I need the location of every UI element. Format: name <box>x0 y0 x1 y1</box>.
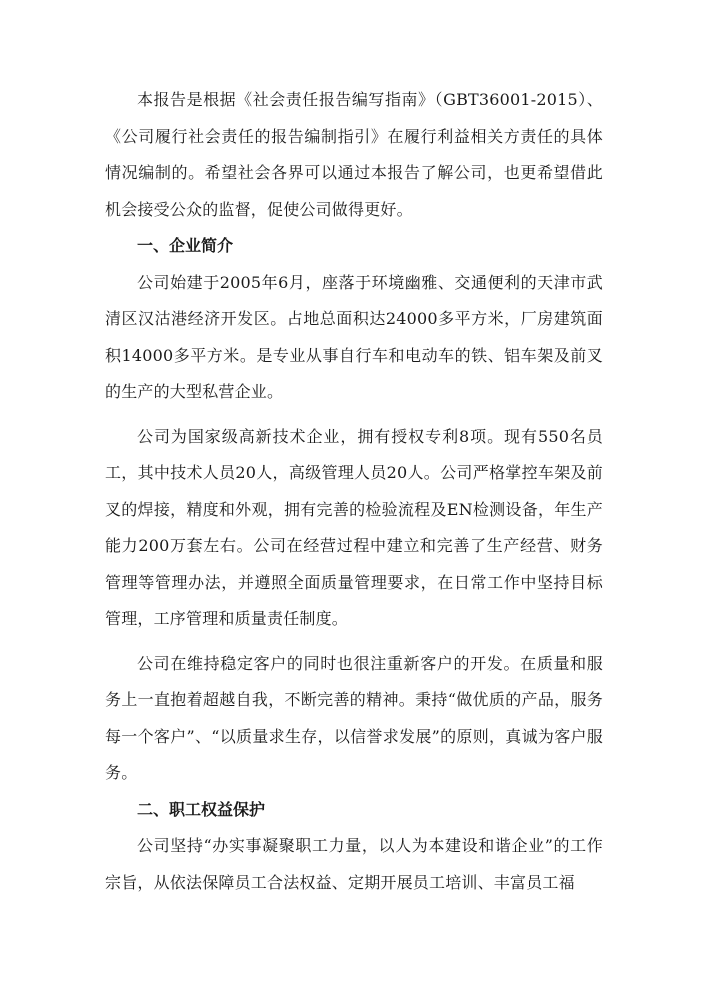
paragraph-gap <box>105 638 603 646</box>
company-profile-paragraph-1: 公司始建于2005年6月，座落于环境幽雅、交通便利的天津市武清区汉沽港经济开发区。占地总面积达24000多平方米，厂房建筑面积14000多平方米。是专业从事自行车和电动车的铁、铝车架及前叉的生产的大型私营企业。 <box>105 272 603 401</box>
intro-paragraph: 本报告是根据《社会责任报告编写指南》（GBT36001-2015）、《公司履行社会责任的报告编制指引》在履行利益相关方责任的具体情况编制的。希望社会各界可以通过本报告了解公司，也更希望借此机会接受公众的监督，促使公司做得更好。 <box>105 90 603 219</box>
paragraph-gap <box>105 411 603 419</box>
employee-rights-paragraph-1: 公司坚持“办实事凝聚职工力量，以人为本建设和谐企业”的工作宗旨，从依法保障员工合法权益、定期开展员工培训、丰富员工福 <box>105 836 603 892</box>
section-heading-employee-rights: 二、职工权益保护 <box>137 799 266 819</box>
company-profile-paragraph-3: 公司在维持稳定客户的同时也很注重新客户的开发。在质量和服务上一直抱着超越自我，不断完善的精神。秉持“做优质的产品，服务每一个客户”、“以质量求生存，以信誉求发展”的原则，真诚为客户服务。 <box>105 653 603 782</box>
document-page <box>105 82 603 901</box>
company-profile-paragraph-2: 公司为国家级高新技术企业，拥有授权专利8项。现有550名员工，其中技术人员20人，高级管理人员20人。公司严格掌控车架及前叉的焊接，精度和外观，拥有完善的检验流程及EN检测设备，年生产能力200万套左右。公司在经营过程中建立和完善了生产经营、财务管理等管理办法，并遵照全面质量管理要求，在日常工作中坚持目标管理，工序管理和质量责任制度。 <box>105 426 603 628</box>
section-heading-company-profile: 一、企业简介 <box>137 236 234 255</box>
